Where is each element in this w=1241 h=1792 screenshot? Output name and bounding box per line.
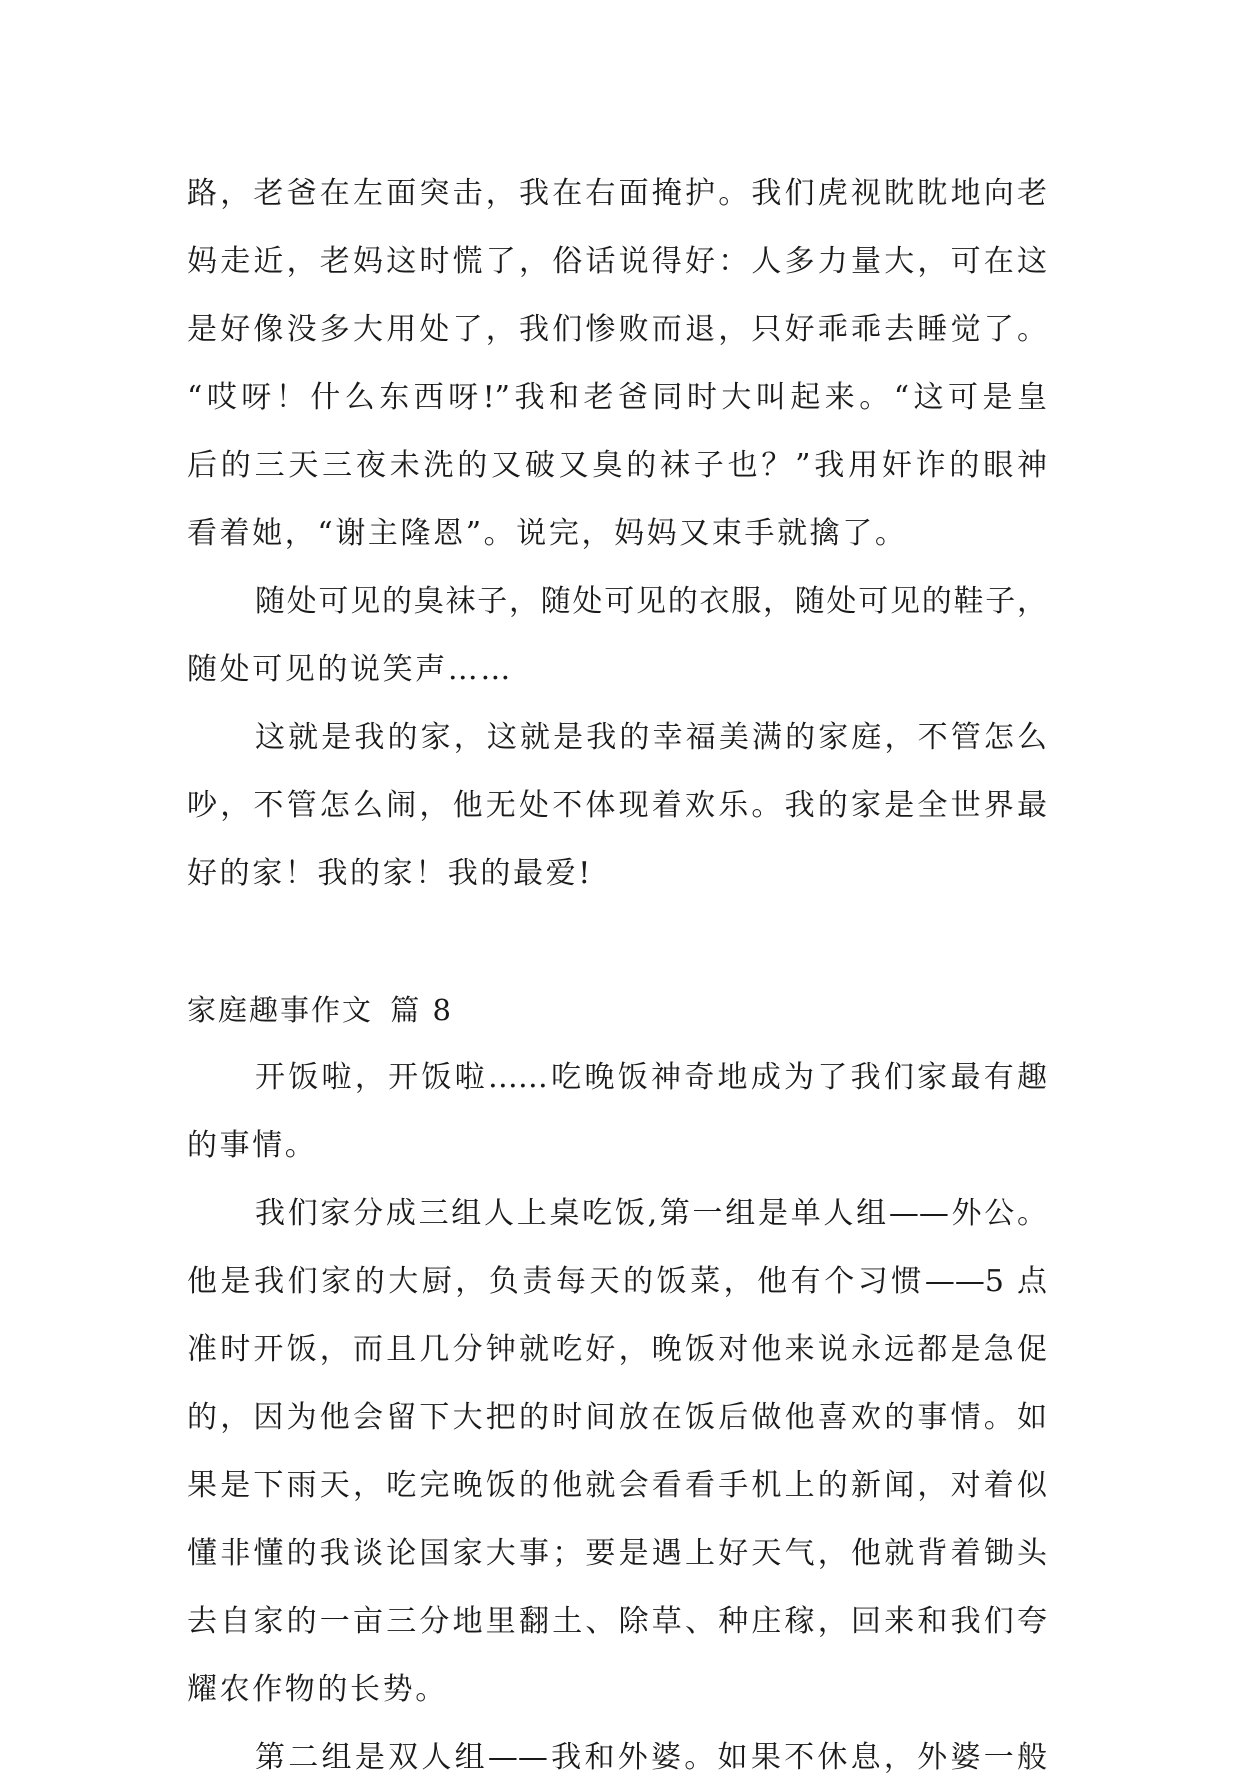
text-line: 这就是我的家，这就是我的幸福美满的家庭，不管怎么 xyxy=(255,720,1047,755)
paragraph xyxy=(187,1724,1047,1792)
text-line: 去自家的一亩三分地里翻土、除草、种庄稼，回来和我们夸 xyxy=(187,1604,1047,1639)
text-line: 是好像没多大用处了，我们惨败而退，只好乖乖去睡觉了。 xyxy=(187,312,1047,347)
section-gap xyxy=(187,908,1047,976)
text-line: 好的家！我的家！我的最爱! xyxy=(187,856,593,891)
text-line: 看着她，“谢主隆恩”。说完，妈妈又束手就擒了。 xyxy=(187,516,908,551)
heading-title: 家庭趣事作文 xyxy=(187,993,374,1027)
text-line: 的事情。 xyxy=(187,1128,318,1163)
text-line: 妈走近，老妈这时慌了，俗话说得好：人多力量大，可在这 xyxy=(187,244,1047,279)
text-line: 随处可见的臭袜子，随处可见的衣服，随处可见的鞋子， xyxy=(255,584,1047,619)
text-line: 准时开饭，而且几分钟就吃好，晚饭对他来说永远都是急促 xyxy=(187,1332,1047,1367)
paragraph-continued xyxy=(187,160,1047,568)
text-line: 开饭啦，开饭啦……吃晚饭神奇地成为了我们家最有趣 xyxy=(255,1060,1047,1095)
text-line: 随处可见的说笑声…… xyxy=(187,652,513,687)
text-line: 我们家分成三组人上桌吃饭,第一组是单人组——外公。 xyxy=(255,1196,1047,1231)
paragraph xyxy=(187,704,1047,908)
section-heading xyxy=(187,976,1047,1044)
text-line: 耀农作物的长势。 xyxy=(187,1672,448,1707)
paragraph xyxy=(187,1180,1047,1724)
text-line: 路，老爸在左面突击，我在右面掩护。我们虎视眈眈地向老 xyxy=(187,176,1047,211)
paragraph xyxy=(187,568,1047,704)
text-line: 的，因为他会留下大把的时间放在饭后做他喜欢的事情。如 xyxy=(187,1400,1047,1435)
text-line: 后的三天三夜未洗的又破又臭的袜子也？”我用奸诈的眼神 xyxy=(187,448,1047,483)
text-line: 懂非懂的我谈论国家大事；要是遇上好天气，他就背着锄头 xyxy=(187,1536,1047,1571)
paragraph xyxy=(187,1044,1047,1180)
text-line: 第二组是双人组——我和外婆。如果不休息，外婆一般 xyxy=(255,1740,1047,1775)
text-line: 吵，不管怎么闹，他无处不体现着欢乐。我的家是全世界最 xyxy=(187,788,1047,823)
text-line: “哎呀！什么东西呀!”我和老爸同时大叫起来。“这可是皇 xyxy=(187,380,1047,415)
document-body xyxy=(187,160,1047,1792)
text-line: 果是下雨天，吃完晚饭的他就会看看手机上的新闻，对着似 xyxy=(187,1468,1047,1503)
heading-section-number: 篇 8 xyxy=(390,993,453,1027)
text-line: 他是我们家的大厨，负责每天的饭菜，他有个习惯——5 点 xyxy=(187,1264,1047,1299)
